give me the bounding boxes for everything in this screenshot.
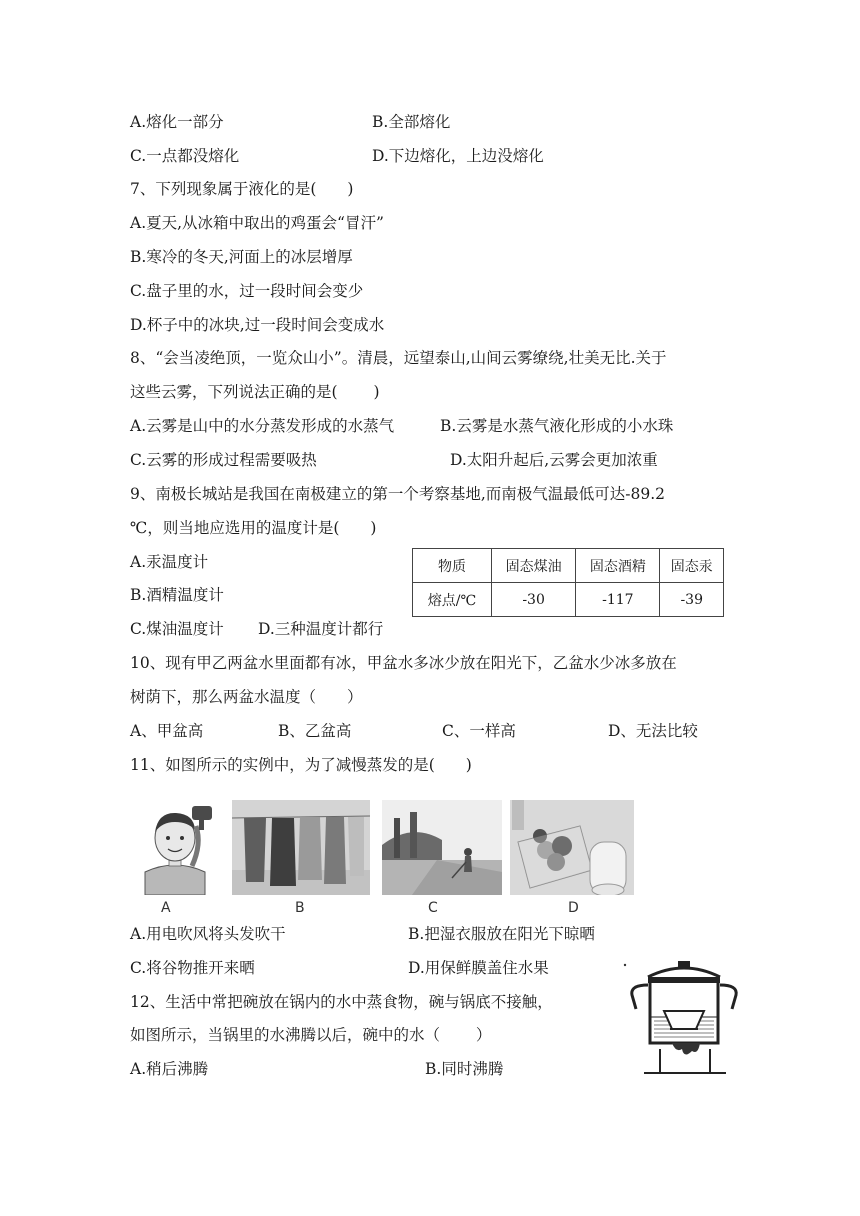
- table-cell: 物质: [413, 549, 492, 583]
- melting-point-table: [412, 548, 724, 617]
- plastic-wrap-fruit-picture: [510, 800, 634, 895]
- picture-caption-c: C: [428, 900, 438, 916]
- table-cell: -117: [576, 583, 660, 617]
- q9-option-c: C.煤油温度计: [130, 620, 224, 638]
- q10-option-d: D、无法比较: [608, 722, 698, 740]
- table-cell: -39: [660, 583, 724, 617]
- q10-option-c: C、一样高: [442, 722, 516, 740]
- table-cell: 熔点/℃: [413, 583, 492, 617]
- q11-stem: 11、如图所示的实例中，为了减慢蒸发的是( ): [130, 756, 472, 774]
- q9-option-d: D.三种温度计都行: [258, 620, 384, 638]
- q11-option-b: B.把湿衣服放在阳光下晾晒: [408, 925, 595, 943]
- hair-dryer-man-picture: [130, 800, 220, 895]
- picture-caption-b: B: [295, 900, 305, 916]
- q7-stem: 7、下列现象属于液化的是( ): [130, 180, 354, 198]
- q9-option-b: B.酒精温度计: [130, 586, 224, 604]
- spreading-grain-picture: [382, 800, 502, 895]
- q7-option-d: D.杯子中的冰块,过一段时间会变成水: [130, 316, 385, 334]
- q6-option-d: D.下边熔化，上边没熔化: [372, 147, 544, 165]
- q8-option-c: C.云雾的形成过程需要吸热: [130, 451, 317, 469]
- q6-option-a: A.熔化一部分: [130, 113, 224, 131]
- table-cell: -30: [492, 583, 576, 617]
- q10-option-b: B、乙盆高: [278, 722, 352, 740]
- q9-stem-line1: 9、南极长城站是我国在南极建立的第一个考察基地,而南极气温最低可达-89.2: [130, 485, 666, 503]
- q8-option-a: A.云雾是山中的水分蒸发形成的水蒸气: [130, 417, 395, 435]
- q10-stem-line1: 10、现有甲乙两盆水里面都有冰，甲盆水多冰少放在阳光下，乙盆水少冰多放在: [130, 654, 677, 672]
- q10-option-a: A、甲盆高: [130, 722, 204, 740]
- q11-option-a: A.用电吹风将头发吹干: [130, 925, 286, 943]
- table-cell: 固态酒精: [576, 549, 660, 583]
- q6-option-b: B.全部熔化: [372, 113, 451, 131]
- q7-option-b: B.寒冷的冬天,河面上的冰层增厚: [130, 248, 353, 266]
- table-cell: 固态汞: [660, 549, 724, 583]
- q9-stem-line2: ℃，则当地应选用的温度计是( ): [130, 519, 377, 537]
- steaming-pot-picture: [620, 955, 750, 1075]
- table-cell: 固态煤油: [492, 549, 576, 583]
- q6-option-c: C.一点都没熔化: [130, 147, 240, 165]
- q10-stem-line2: 树荫下，那么两盆水温度（ ）: [130, 688, 363, 706]
- picture-caption-a: A: [161, 900, 171, 916]
- q8-stem-line1: 8、“会当凌绝顶，一览众山小”。清晨，远望泰山,山间云雾缭绕,壮美无比.关于: [130, 349, 667, 367]
- q8-option-d: D.太阳升起后,云雾会更加浓重: [450, 451, 658, 469]
- q11-option-c: C.将谷物推开来晒: [130, 959, 255, 977]
- q12-option-a: A.稍后沸腾: [130, 1060, 209, 1078]
- q12-stem-line2: 如图所示，当锅里的水沸腾以后，碗中的水（ ）: [130, 1026, 492, 1044]
- q12-option-b: B.同时沸腾: [425, 1060, 504, 1078]
- q11-option-d: D.用保鲜膜盖住水果: [408, 959, 549, 977]
- table-row: [413, 549, 724, 583]
- q9-option-a: A.汞温度计: [130, 553, 209, 571]
- q12-stem-line1: 12、生活中常把碗放在锅内的水中蒸食物，碗与锅底不接触，: [130, 993, 553, 1011]
- clothes-drying-picture: [232, 800, 370, 895]
- q7-option-c: C.盘子里的水，过一段时间会变少: [130, 282, 364, 300]
- q8-stem-line2: 这些云雾，下列说法正确的是( ): [130, 383, 380, 401]
- picture-caption-d: D: [568, 900, 579, 916]
- q8-option-b: B.云雾是水蒸气液化形成的小水珠: [440, 417, 674, 435]
- table-row: [413, 583, 724, 617]
- q7-option-a: A.夏天,从冰箱中取出的鸡蛋会“冒汗”: [130, 214, 384, 232]
